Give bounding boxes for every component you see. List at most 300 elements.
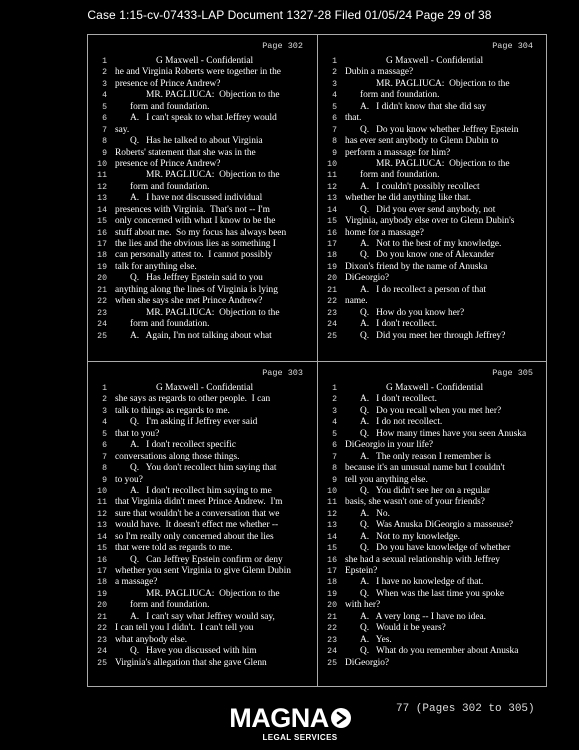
transcript-line	[318, 216, 547, 227]
line-text: sure that wouldn't be a conversation that we	[115, 508, 280, 519]
line-text: Q. Would it be years?	[360, 623, 446, 634]
transcript-line	[88, 406, 317, 417]
line-number: 20	[97, 274, 107, 284]
line-number: 6	[102, 441, 107, 451]
line-text: that to you?	[115, 428, 160, 439]
line-number: 21	[327, 612, 337, 622]
line-number: 8	[102, 137, 107, 147]
line-number: 9	[102, 148, 107, 158]
line-text: DiGeorgio?	[345, 273, 390, 284]
line-number: 13	[327, 194, 337, 204]
line-text: say.	[115, 124, 130, 135]
line-number: 3	[332, 79, 337, 89]
transcript-line	[88, 520, 317, 531]
line-text: form and foundation.	[130, 600, 210, 611]
line-number: 14	[327, 532, 337, 542]
transcript-line	[88, 182, 317, 193]
line-text: Q. When was the last time you spoke	[360, 588, 505, 599]
line-text: Q. Did you meet her through Jeffrey?	[360, 330, 506, 341]
transcript-line	[88, 296, 317, 307]
transcript-line	[88, 79, 317, 90]
line-number: 10	[97, 159, 107, 169]
line-text: to you?	[115, 474, 143, 485]
line-text: anything along the lines of Virginia is lying	[115, 284, 278, 295]
line-number: 22	[327, 297, 337, 307]
line-text: Q. How many times have you seen Anuska	[360, 428, 527, 439]
line-number: 2	[102, 68, 107, 78]
line-number: 6	[332, 114, 337, 124]
transcript-line	[88, 532, 317, 543]
line-text: Virginia's allegation that she gave Glenn	[115, 657, 267, 668]
line-number: 2	[332, 68, 337, 78]
line-text: talk to things as regards to me.	[115, 405, 230, 416]
transcript-line	[318, 273, 547, 284]
transcript-line	[318, 577, 547, 588]
line-text: G Maxwell - Confidential	[156, 56, 254, 66]
transcript-line	[88, 193, 317, 204]
transcript-line	[318, 102, 547, 113]
line-number: 7	[102, 452, 107, 462]
line-number: 22	[97, 297, 107, 307]
line-number: 17	[97, 240, 107, 249]
line-number: 9	[332, 148, 337, 158]
transcript-line	[88, 102, 317, 113]
transcript-line	[88, 90, 317, 101]
line-number: 16	[97, 555, 107, 565]
transcript-line	[88, 56, 317, 67]
transcript-line	[318, 555, 547, 566]
line-text: presences with Virginia. That's not -- I'm	[115, 204, 270, 215]
line-text: Q. Can Jeffrey Epstein confirm or deny	[130, 554, 283, 565]
line-number: 1	[102, 57, 107, 66]
line-text: Dubin a massage?	[345, 67, 414, 78]
transcript-line	[88, 658, 317, 669]
line-text: A. A very long -- I have no idea.	[360, 611, 487, 622]
line-text: whether he did anything like that.	[345, 193, 472, 204]
transcript-line	[318, 463, 547, 474]
line-text: basis, she wasn't one of your friends?	[345, 497, 485, 508]
line-text: A. Again, I'm not talking about what	[130, 330, 272, 341]
line-number: 23	[97, 308, 107, 318]
transcript-page-303	[88, 362, 317, 688]
transcript-line	[88, 440, 317, 451]
line-number: 23	[97, 635, 107, 645]
transcript-line	[88, 463, 317, 474]
line-text: A. I have no knowledge of that.	[360, 577, 484, 588]
transcript-line	[318, 67, 547, 78]
transcript-line	[318, 589, 547, 600]
transcript-line	[318, 417, 547, 428]
transcript-line	[88, 612, 317, 623]
line-number: 14	[327, 205, 337, 215]
line-number: 15	[97, 544, 107, 554]
transcript-page-304	[318, 35, 547, 361]
transcript-line	[88, 623, 317, 634]
line-text: has ever sent anybody to Glenn Dubin to	[345, 136, 499, 147]
line-text: G Maxwell - Confidential	[386, 56, 484, 66]
transcript-line	[88, 486, 317, 497]
line-text: A. I do recollect a person of that	[360, 284, 486, 295]
line-number: 19	[327, 589, 337, 599]
line-text: when she says she met Prince Andrew?	[115, 296, 263, 307]
line-number: 13	[97, 194, 107, 204]
logo-subtitle: LEGAL SERVICES	[262, 733, 338, 742]
transcript-line	[318, 90, 547, 101]
line-text: presence of Prince Andrew?	[115, 158, 221, 169]
transcript-line	[88, 159, 317, 170]
transcript-line	[88, 475, 317, 486]
line-number: 3	[332, 406, 337, 416]
transcript-line	[318, 319, 547, 330]
line-text: A. I don't recollect.	[360, 319, 437, 330]
line-text: Epstein?	[345, 566, 378, 576]
transcript-line	[318, 600, 547, 611]
line-number: 10	[327, 159, 337, 169]
line-text: MR. PAGLIUCA: Objection to the	[146, 90, 280, 101]
line-number: 14	[97, 205, 107, 215]
line-number: 18	[97, 251, 107, 261]
transcript-line	[318, 308, 547, 319]
transcript-line	[88, 577, 317, 588]
transcript-line	[318, 612, 547, 623]
line-number: 8	[332, 137, 337, 147]
line-text: A. The only reason I remember is	[360, 451, 491, 462]
line-text: A. I can't say what Jeffrey would say,	[130, 611, 275, 622]
line-text: Q. Have you discussed with him	[130, 646, 257, 657]
line-text: would have. It doesn't effect me whether --	[115, 520, 279, 531]
line-text: a massage?	[115, 577, 158, 588]
magna-logo	[210, 704, 370, 742]
line-text: form and foundation.	[130, 319, 210, 330]
line-number: 24	[327, 320, 337, 330]
transcript-line	[88, 228, 317, 239]
line-number: 6	[332, 441, 337, 451]
transcript-line	[88, 600, 317, 611]
line-number: 5	[332, 429, 337, 439]
transcript-line	[88, 205, 317, 216]
line-text: MR. PAGLIUCA: Objection to the	[146, 307, 280, 318]
line-text: the lies and the obvious lies as something I	[115, 239, 276, 249]
line-number: 25	[97, 331, 107, 341]
page-range: 77 (Pages 302 to 305)	[396, 703, 535, 715]
line-text: Q. What do you remember about Anuska	[360, 646, 519, 657]
line-number: 6	[102, 114, 107, 124]
transcript-line	[88, 383, 317, 394]
transcript-line	[318, 148, 547, 159]
page-number: Page 302	[262, 41, 303, 51]
line-number: 19	[327, 262, 337, 272]
case-header: Case 1:15-cv-07433-LAP Document 1327-28 Filed 01/05/24 Page 29 of 38	[87, 8, 492, 22]
transcript-line	[88, 417, 317, 428]
line-number: 16	[327, 555, 337, 565]
line-number: 17	[97, 567, 107, 576]
line-text: Q. Did you ever send anybody, not	[360, 204, 496, 215]
transcript-line	[318, 623, 547, 634]
line-number: 24	[97, 647, 107, 657]
line-text: Q. Has he talked to about Virginia	[130, 136, 263, 147]
transcript-line	[318, 383, 547, 394]
line-number: 13	[97, 521, 107, 531]
line-number: 24	[327, 647, 337, 657]
logo-text: MAGNA	[229, 703, 329, 733]
line-number: 5	[102, 102, 107, 112]
line-text: MR. PAGLIUCA: Objection to the	[376, 78, 510, 89]
transcript-line	[88, 216, 317, 227]
line-text: can personally attest to. I cannot possibly	[115, 250, 273, 261]
line-number: 1	[102, 384, 107, 393]
line-number: 15	[327, 544, 337, 554]
line-text: whether you sent Virginia to give Glenn Dubin	[115, 566, 291, 576]
transcript-line	[88, 148, 317, 159]
line-number: 3	[102, 79, 107, 89]
line-number: 12	[97, 509, 107, 519]
line-text: A. Not to the best of my knowledge.	[360, 239, 502, 249]
line-text: Q. Do you know one of Alexander	[360, 250, 495, 261]
transcript-line	[88, 497, 317, 508]
transcript-line	[318, 182, 547, 193]
transcript-line	[318, 285, 547, 296]
line-text: A. I don't recollect specific	[130, 440, 237, 451]
line-text: stuff about me. So my focus has always been	[115, 227, 287, 238]
line-text: so I'm really only concerned about the lies	[115, 531, 274, 542]
transcript-line	[318, 79, 547, 90]
line-text: Q. Was Anuska DiGeorgio a masseuse?	[360, 520, 514, 531]
line-text: I can tell you I didn't. I can't tell you	[115, 623, 254, 634]
transcript-line	[318, 658, 547, 669]
transcript-page-302	[88, 35, 317, 361]
line-text: MR. PAGLIUCA: Objection to the	[146, 588, 280, 599]
line-text: talk for anything else.	[115, 261, 197, 272]
line-text: because it's an unusual name but I couldn't	[345, 463, 505, 474]
transcript-line	[88, 331, 317, 342]
line-number: 5	[332, 102, 337, 112]
transcript-line	[318, 646, 547, 657]
transcript-line	[318, 193, 547, 204]
line-text: that were told as regards to me.	[115, 543, 233, 554]
transcript-line	[318, 566, 547, 577]
transcript-line	[88, 113, 317, 124]
transcript-line	[318, 56, 547, 67]
transcript-line	[318, 331, 547, 342]
transcript-line	[88, 635, 317, 646]
transcript-line	[318, 406, 547, 417]
line-text: name.	[345, 296, 368, 307]
line-number: 11	[327, 171, 337, 181]
transcript-line	[88, 589, 317, 600]
line-number: 18	[97, 578, 107, 588]
transcript-line	[88, 170, 317, 181]
line-text: A. I can't speak to what Jeffrey would	[130, 113, 277, 124]
line-text: Q. You don't recollect him saying that	[130, 463, 277, 474]
line-text: only concerned with what I know to be the	[115, 216, 276, 227]
line-text: form and foundation.	[360, 90, 440, 101]
line-number: 2	[332, 395, 337, 405]
line-text: DiGeorgio in your life?	[345, 440, 434, 451]
transcript-line	[88, 273, 317, 284]
line-number: 21	[327, 285, 337, 295]
transcript-lines	[88, 383, 317, 669]
line-number: 19	[97, 589, 107, 599]
transcript-line	[318, 113, 547, 124]
line-text: Q. Do you know whether Jeffrey Epstein	[360, 124, 519, 135]
line-number: 3	[102, 406, 107, 416]
line-number: 25	[97, 658, 107, 668]
line-number: 11	[97, 171, 107, 181]
transcript-line	[318, 205, 547, 216]
line-text: Q. Do you recall when you met her?	[360, 405, 502, 416]
line-text: Q. How do you know her?	[360, 307, 465, 318]
line-text: she had a sexual relationship with Jeffrey	[345, 554, 500, 565]
line-number: 20	[97, 601, 107, 611]
line-number: 2	[102, 395, 107, 405]
line-number: 13	[327, 521, 337, 531]
line-number: 22	[327, 624, 337, 634]
line-number: 17	[327, 240, 337, 249]
line-text: conversations along those things.	[115, 451, 240, 462]
line-text: A. I do not recollect.	[360, 417, 443, 428]
transcript-line	[318, 497, 547, 508]
transcript-line	[318, 228, 547, 239]
line-number: 20	[327, 601, 337, 611]
transcript-lines	[88, 56, 317, 342]
line-number: 7	[332, 452, 337, 462]
line-text: she says as regards to other people. I can	[115, 394, 271, 405]
line-number: 25	[327, 658, 337, 668]
line-text: A. I couldn't possibly recollect	[360, 181, 480, 192]
play-arrow-icon	[331, 708, 351, 728]
transcript-line	[88, 319, 317, 330]
transcript-line	[318, 262, 547, 273]
line-text: DiGeorgio?	[345, 657, 390, 668]
line-text: tell you anything else.	[345, 474, 428, 485]
transcript-line	[88, 394, 317, 405]
line-number: 14	[97, 532, 107, 542]
line-text: G Maxwell - Confidential	[156, 383, 254, 393]
line-number: 21	[97, 612, 107, 622]
transcript-line	[318, 486, 547, 497]
transcript-line	[318, 475, 547, 486]
transcript-line	[88, 555, 317, 566]
line-number: 8	[102, 464, 107, 474]
transcript-line	[88, 308, 317, 319]
line-number: 25	[327, 331, 337, 341]
line-number: 19	[97, 262, 107, 272]
line-number: 1	[332, 384, 337, 393]
line-number: 12	[327, 509, 337, 519]
line-number: 1	[332, 57, 337, 66]
line-text: form and foundation.	[130, 181, 210, 192]
line-text: he and Virginia Roberts were together in the	[115, 67, 281, 78]
transcript-line	[318, 170, 547, 181]
line-number: 22	[97, 624, 107, 634]
transcript-line	[88, 136, 317, 147]
line-text: Q. Has Jeffrey Epstein said to you	[130, 273, 263, 284]
line-text: A. I have not discussed individual	[130, 193, 263, 204]
transcript-line	[88, 509, 317, 520]
line-text: home for a massage?	[345, 227, 424, 238]
line-number: 4	[102, 418, 107, 428]
line-text: that.	[345, 113, 362, 124]
transcript-line	[88, 125, 317, 136]
page-number: Page 304	[492, 41, 533, 51]
line-number: 15	[327, 217, 337, 227]
line-number: 4	[102, 91, 107, 101]
line-number: 12	[327, 182, 337, 192]
transcript-line	[318, 532, 547, 543]
line-number: 10	[327, 486, 337, 496]
line-number: 5	[102, 429, 107, 439]
transcript-line	[318, 125, 547, 136]
line-text: Dixon's friend by the name of Anuska	[345, 261, 488, 272]
transcript-line	[88, 543, 317, 554]
transcript-line	[318, 543, 547, 554]
logo-wordmark	[229, 704, 351, 732]
transcript-line	[318, 635, 547, 646]
line-number: 11	[97, 498, 107, 508]
transcript-line	[318, 440, 547, 451]
transcript-line	[88, 566, 317, 577]
transcript-line	[88, 646, 317, 657]
transcript-line	[318, 159, 547, 170]
line-number: 18	[327, 578, 337, 588]
transcript-lines	[318, 383, 547, 669]
transcript-line	[318, 520, 547, 531]
transcript-line	[318, 250, 547, 261]
transcript-line	[88, 429, 317, 440]
line-text: A. Yes.	[360, 634, 392, 645]
line-number: 16	[97, 228, 107, 238]
transcript-line	[88, 285, 317, 296]
line-number: 15	[97, 217, 107, 227]
line-number: 4	[332, 91, 337, 101]
line-number: 10	[97, 486, 107, 496]
transcript-line	[318, 452, 547, 463]
line-text: G Maxwell - Confidential	[386, 383, 484, 393]
transcript-line	[318, 239, 547, 250]
transcript-line	[88, 250, 317, 261]
page-number: Page 303	[262, 368, 303, 378]
line-number: 18	[327, 251, 337, 261]
transcript-line	[318, 509, 547, 520]
transcript-sheet	[87, 34, 547, 687]
line-text: form and foundation.	[360, 170, 440, 181]
transcript-line	[318, 394, 547, 405]
transcript-line	[88, 452, 317, 463]
line-text: A. I don't recollect him saying to me	[130, 485, 272, 496]
transcript-lines	[318, 56, 547, 342]
transcript-line	[88, 262, 317, 273]
line-text: A. No.	[360, 508, 390, 519]
line-number: 17	[327, 567, 337, 576]
transcript-line	[318, 429, 547, 440]
line-text: with her?	[345, 600, 381, 611]
line-text: Virginia, anybody else over to Glenn Dubin's	[345, 216, 515, 227]
line-number: 7	[332, 125, 337, 135]
line-number: 7	[102, 125, 107, 135]
line-text: Q. Do you have knowledge of whether	[360, 543, 511, 554]
page-number: Page 305	[492, 368, 533, 378]
line-text: presence of Prince Andrew?	[115, 78, 221, 89]
transcript-line	[88, 239, 317, 250]
line-number: 9	[332, 475, 337, 485]
line-text: A. Not to my knowledge.	[360, 531, 460, 542]
line-text: MR. PAGLIUCA: Objection to the	[376, 158, 510, 169]
transcript-line	[88, 67, 317, 78]
line-number: 8	[332, 464, 337, 474]
line-text: MR. PAGLIUCA: Objection to the	[146, 170, 280, 181]
line-number: 4	[332, 418, 337, 428]
line-text: A. I don't recollect.	[360, 394, 437, 405]
